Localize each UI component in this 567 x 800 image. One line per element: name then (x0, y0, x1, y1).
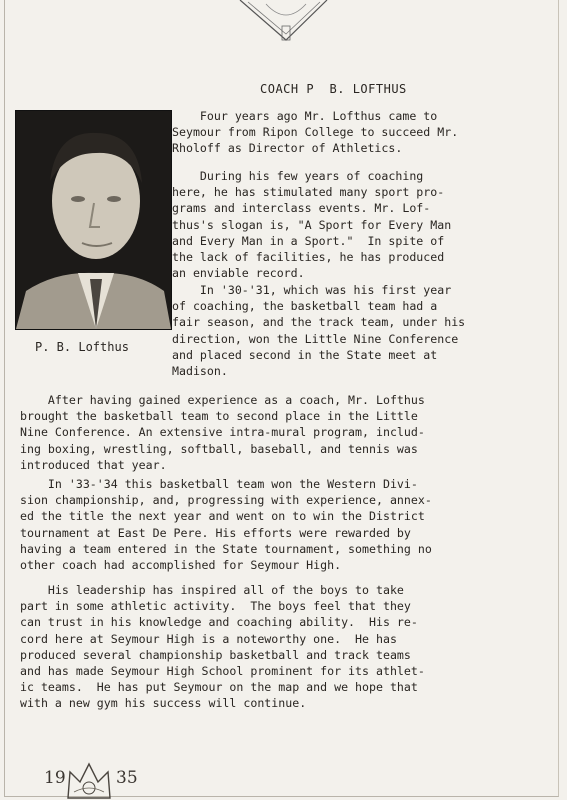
year-right: 35 (116, 768, 138, 788)
top-emblem-icon (236, 0, 331, 44)
paragraph-5: In '33-'34 this basketball team won the Western Divi- sion championship, and, progressing with experience, annex- ed the title the next year and went on to win the District tournament at East De Pere. His efforts were rewarded by having a team entered in the State tournament, something no other coach had accomplished for Seymour High. (20, 477, 432, 573)
coach-portrait-photo (15, 110, 172, 330)
paragraph-6: His leadership has inspired all of the boys to take part in some athletic activity. The boys feel that they can trust in his knowledge and coaching ability. His re- cord here at Seymour High is a noteworthy one. He has produced several championship basketball and track teams and has made Seymour High School prominent for its athlet- ic teams. He has put Seymour on the map and we hope that with a new gym his success will continue. (20, 583, 425, 711)
paragraph-2: During his few years of coaching here, he has stimulated many sport pro- grams and interclass events. Mr. Lof- thus's slogan is, "A Sport for Every Man and Every Man in a Sport." In spite of the lack of facilities, he has produced an enviable record. (172, 169, 452, 281)
page-title: COACH P B. LOFTHUS (260, 82, 407, 96)
paragraph-4: After having gained experience as a coach, Mr. Lofthus brought the basketball team to second place in the Little Nine Conference. An extensive intra-mural program, includ- ing boxing, wrestling, softball, baseball, and tennis was introduced that year. (20, 393, 425, 472)
photo-caption: P. B. Lofthus (35, 340, 129, 354)
paragraph-3: In '30-'31, which was his first year of coaching, the basketball team had a fair season, and the track team, under his direction, won the Little Nine Conference and placed second in the State meet at Madison. (172, 283, 466, 379)
year-left: 19 (44, 768, 66, 788)
portrait-figure (16, 111, 171, 329)
paragraph-1: Four years ago Mr. Lofthus came to Seymour from Ripon College to succeed Mr. Rholoff as Director of Athletics. (172, 109, 459, 156)
crown-emblem-icon (62, 758, 116, 800)
